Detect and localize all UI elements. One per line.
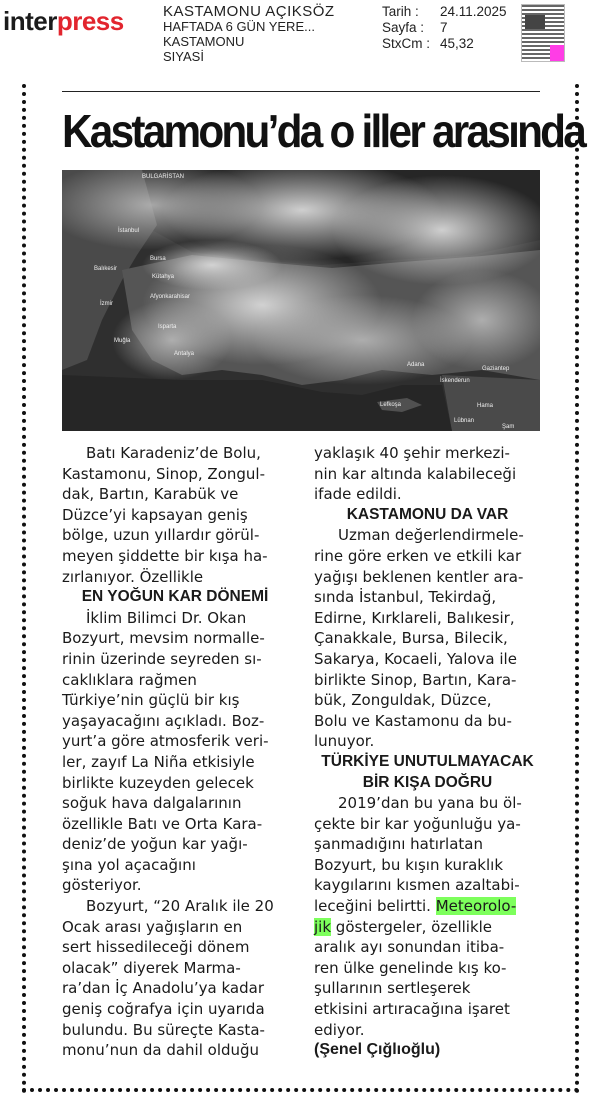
text-line: Sakarya, Kocaeli, Yalova ile	[314, 649, 517, 668]
text-line: yaklaşık 40 şehir merkezi-	[314, 444, 510, 462]
top-rule	[62, 91, 540, 92]
stxcm-label: StxCm :	[382, 36, 431, 51]
text-line: olacak” diyerek Marma-	[62, 958, 241, 977]
text-line: özellikle Batı ve Orta Kara-	[62, 814, 263, 833]
map-label: Adana	[407, 362, 425, 368]
text-line: Düzce’yi kapsayan geniş	[62, 505, 248, 524]
weather-map-svg	[62, 170, 540, 431]
text-line: rinin üzerinde seyreden sı-	[62, 649, 262, 668]
text-line: 2019’dan bu yana bu öl-	[338, 794, 522, 813]
page-label: Sayfa :	[382, 20, 425, 35]
category-name: SIYASİ	[163, 49, 204, 64]
logo-part-1: inter	[3, 6, 57, 36]
text-line: Çanakkale, Bursa, Bilecik,	[314, 629, 508, 648]
text-line: şına yol açacağını	[62, 855, 196, 874]
map-label: Afyonkarahisar	[150, 294, 191, 300]
text-line: geniş coğrafya için uyarıda	[62, 1000, 265, 1019]
text-line: ren ülke genelinde kış ko-	[314, 958, 507, 977]
text-line: Bozyurt, bu kışın kuraklık	[314, 855, 504, 874]
text-line: Kastamonu, Sinop, Zongul-	[62, 464, 265, 483]
text-line: Edirne, Kırklareli, Balıkesir,	[314, 608, 515, 627]
text-line: yağışı beklenen kentler ara-	[314, 567, 524, 586]
interpress-logo	[3, 6, 124, 37]
text-line	[314, 896, 541, 917]
text-line: Bozyurt, “20 Aralık ile 20	[86, 897, 274, 916]
thumbnail-photo	[525, 15, 545, 29]
map-label: İzmir	[100, 301, 113, 307]
author-signature: (Şenel Çığlıoğlu)	[314, 1041, 441, 1059]
map-label: Lefkoşa	[380, 402, 402, 408]
map-label: BULGARİSTAN	[142, 174, 184, 180]
stxcm-value: 45,32	[440, 36, 474, 51]
frame-border-bottom	[22, 1088, 579, 1092]
map-label: Antalya	[174, 351, 195, 357]
subheading-turkiye-line-1: TÜRKİYE UNUTULMAYACAK	[321, 752, 534, 770]
text-line: şanmadığını hatırlatan	[314, 835, 483, 854]
text-line: Batı Karadeniz’de Bolu,	[86, 444, 261, 462]
highlighted-keyword: jik	[314, 917, 332, 936]
highlighted-keyword: Meteorolo-	[435, 897, 517, 916]
text-fragment: göstergeler, özellikle	[331, 917, 493, 936]
text-line: Bolu ve Kastamonu da bu-	[314, 711, 512, 730]
text-line: lunuyor.	[314, 732, 375, 751]
map-label: İskenderun	[440, 378, 470, 384]
text-line: bölge, uzun yıllardır görül-	[62, 526, 260, 545]
text-line: ra’dan İç Anadolu’ya kadar	[62, 979, 264, 998]
text-fragment: leceğini belirtti.	[314, 897, 436, 916]
text-line: birlikte Sinop, Bartın, Kara-	[314, 670, 517, 689]
page-thumbnail[interactable]	[521, 4, 565, 62]
text-line: çekte bir kar yoğunluğu ya-	[314, 814, 521, 833]
text-line: İklim Bilimci Dr. Okan	[86, 608, 247, 627]
text-line: şullarının sertleşerek	[314, 979, 471, 998]
text-line: sert hissedileceği dönem	[62, 938, 250, 957]
text-line: etkisini artıracağına işaret	[314, 1000, 510, 1019]
subheading-kastamonu-da-var: KASTAMONU DA VAR	[346, 505, 509, 523]
text-line: bulundu. Bu süreçte Kasta-	[62, 1020, 265, 1039]
map-label: Balıkesir	[94, 266, 118, 272]
text-line: sında İstanbul, Tekirdağ,	[314, 588, 497, 607]
text-line: monu’nun da dahil olduğu	[62, 1041, 260, 1060]
map-label: Gaziantep	[482, 366, 510, 372]
text-line: nin kar altında kalabileceği	[314, 464, 517, 483]
date-value: 24.11.2025	[440, 4, 507, 19]
subheading-en-yogun-kar: EN YOĞUN KAR DÖNEMİ	[81, 588, 269, 606]
article-title: Kastamonu’da o iller arasında	[62, 105, 585, 157]
text-line	[314, 917, 541, 938]
map-label: Hama	[477, 403, 494, 409]
text-line: rine göre erken ve etkili kar	[314, 546, 522, 565]
logo-part-2: press	[56, 6, 124, 36]
date-label: Tarih :	[382, 4, 419, 19]
clipping-meta	[163, 4, 335, 64]
text-line: soğuk hava dalgalarının	[62, 794, 242, 813]
text-line: dak, Bartın, Karabük ve	[62, 485, 239, 504]
subheading-turkiye-line-2: BİR KIŞA DOĞRU	[362, 773, 493, 791]
text-line: deniz’de yoğun kar yağı-	[62, 835, 248, 854]
article-column-1	[62, 443, 288, 1061]
page-value: 7	[440, 20, 448, 35]
text-line: gösteriyor.	[62, 876, 142, 895]
thumbnail-marker	[550, 45, 564, 61]
text-line: birlikte kuzeyden gelecek	[62, 773, 254, 792]
clipping-info	[382, 4, 507, 52]
map-label: Lübnan	[454, 418, 475, 424]
text-line: Uzman değerlendirmele-	[338, 526, 524, 545]
map-label: Isparta	[158, 324, 177, 330]
weather-map-image	[62, 170, 540, 431]
text-line: ifade edildi.	[314, 485, 402, 504]
article-column-2	[314, 443, 541, 1061]
text-line: Bozyurt, mevsim normalle-	[62, 629, 265, 648]
text-line: yurt’a göre atmosferik veri-	[62, 732, 269, 751]
publication-name: KASTAMONU AÇIKSÖZ	[163, 3, 335, 20]
map-label: Bursa	[150, 256, 166, 262]
text-line: Ocak arası yağışların en	[62, 917, 243, 936]
text-line: kaygılarını kısmen azaltabi-	[314, 876, 520, 895]
map-label: Şam	[502, 424, 515, 430]
text-line: aralık ayı sonundan itiba-	[314, 938, 505, 957]
text-line: yaşayacağını açıkladı. Boz-	[62, 711, 265, 730]
city-name: KASTAMONU	[163, 34, 245, 49]
text-line: Türkiye’nin güçlü bir kış	[62, 691, 240, 710]
map-label: Muğla	[114, 338, 131, 344]
map-label: İstanbul	[118, 228, 140, 234]
map-label: Kütahya	[152, 274, 175, 280]
text-line: bük, Zonguldak, Düzce,	[314, 691, 492, 710]
frame-border-left	[22, 84, 26, 1094]
text-line: ediyor.	[314, 1020, 365, 1039]
text-line: zırlanıyor. Özellikle	[62, 567, 204, 586]
headline-short: HAFTADA 6 GÜN YERE...	[163, 19, 315, 34]
text-line: ler, zayıf La Niña etkisiyle	[62, 752, 255, 771]
text-line: caklıklara rağmen	[62, 670, 197, 689]
text-line: meyen şiddette bir kışa ha-	[62, 546, 268, 565]
frame-border-right	[575, 84, 579, 1094]
